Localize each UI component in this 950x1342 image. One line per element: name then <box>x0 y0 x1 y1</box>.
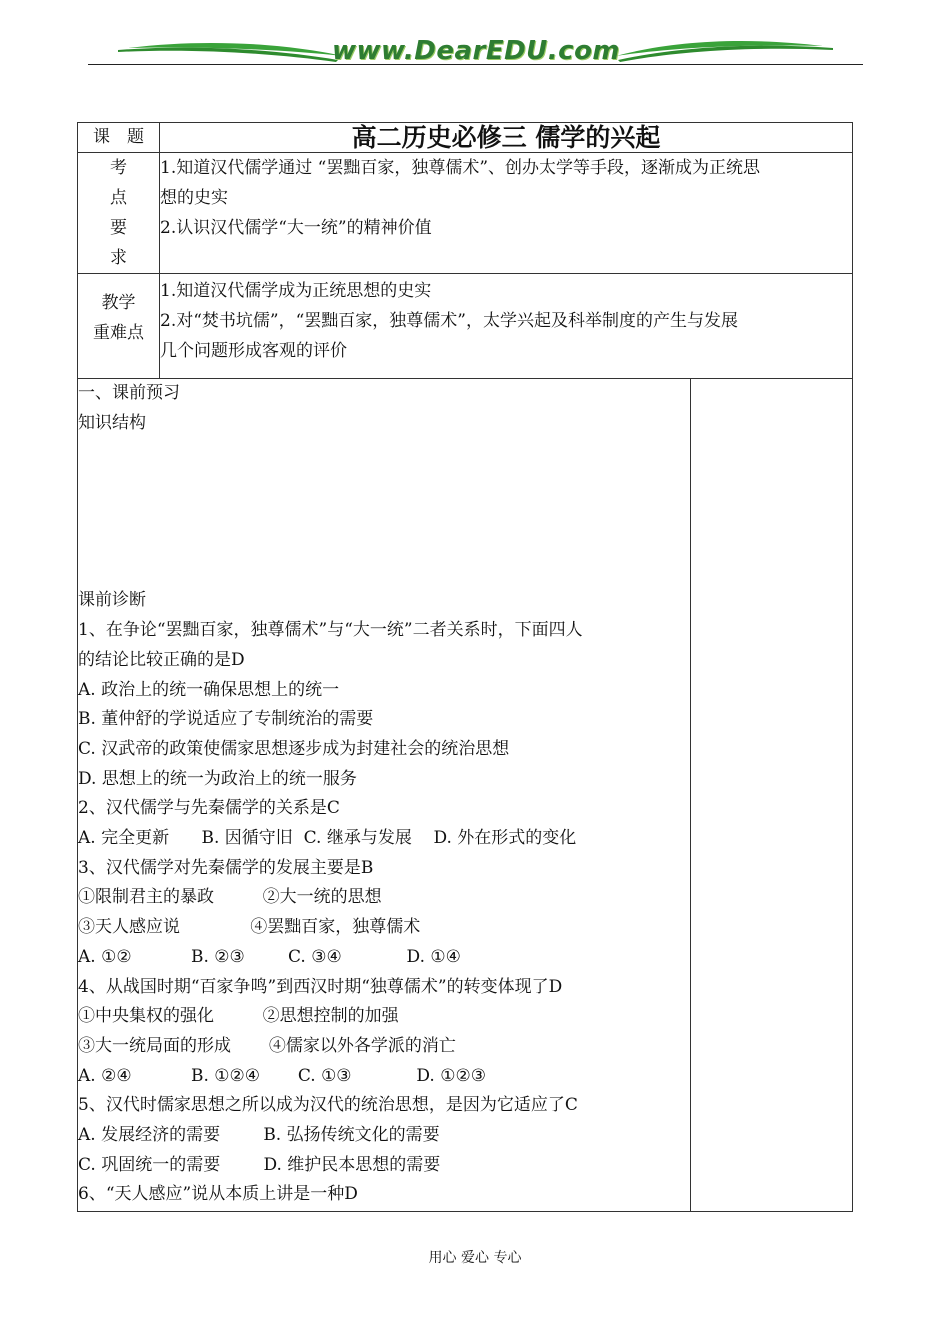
lesson-title: 高二历史必修三 儒学的兴起 <box>160 123 853 153</box>
logo-text: www.DearEDU.com <box>331 36 621 66</box>
keypoints-text: 1.知道汉代儒学成为正统思想的史实 2.对“焚书坑儒”，“罢黜百家，独尊儒术”，太学兴起及科举制度的产生与发展 几个问题形成客观的评价 <box>160 274 853 379</box>
notes-column <box>691 379 853 1212</box>
requirements-row <box>78 153 853 274</box>
question-line: 6、“天人感应”说从本质上讲是一种D <box>78 1184 358 1205</box>
title-row <box>78 123 853 153</box>
question-line: 的结论比较正确的是D <box>78 649 245 670</box>
question-line: B. 董仲舒的学说适应了专制统治的需要 <box>78 709 374 730</box>
question-line: C. 汉武帝的政策使儒家思想逐步成为封建社会的统治思想 <box>78 738 510 759</box>
question-line: ①中央集权的强化 ②思想控制的加强 <box>78 1006 399 1027</box>
question-line: ①限制君主的暴政 ②大一统的思想 <box>78 887 382 908</box>
question-line: ③天人感应说 ④罢黜百家，独尊儒术 <box>78 917 421 938</box>
question-line: A. 政治上的统一确保思想上的统一 <box>78 679 340 700</box>
keypoints-row <box>78 274 853 379</box>
knowledge-heading: 知识结构 <box>78 412 146 433</box>
question-line: 4、从战国时期“百家争鸣”到西汉时期“独尊儒术”的转变体现了D <box>78 976 563 997</box>
content-row <box>78 379 853 1212</box>
question-line: A. 发展经济的需要 B. 弘扬传统文化的需要 <box>78 1125 440 1146</box>
keypoints-label: 教学 重难点 <box>78 274 160 379</box>
content-cell <box>78 379 691 1212</box>
requirements-label: 考 点 要 求 <box>78 153 160 274</box>
question-line: A. 完全更新 B. 因循守旧 C. 继承与发展 D. 外在形式的变化 <box>78 828 577 849</box>
blank-area <box>78 438 690 586</box>
diagnosis-heading: 课前诊断 <box>78 590 146 611</box>
question-line: 1、在争论“罢黜百家，独尊儒术”与“大一统”二者关系时，下面四人 <box>78 620 583 641</box>
question-line: C. 巩固统一的需要 D. 维护民本思想的需要 <box>78 1154 441 1175</box>
footer-text: 用心 爱心 专心 <box>428 1250 522 1266</box>
question-line: A. ②④ B. ①②④ C. ①③ D. ①②③ <box>78 1065 486 1086</box>
question-line: 5、汉代时儒家思想之所以成为汉代的统治思想，是因为它适应了C <box>78 1095 578 1116</box>
requirements-text: 1.知道汉代儒学通过 “罢黜百家，独尊儒术”、创办太学等手段，逐渐成为正统思 想的史实 2.认识汉代儒学“大一统”的精神价值 <box>160 153 853 274</box>
question-line: D. 思想上的统一为政治上的统一服务 <box>78 768 357 789</box>
section-heading: 一、课前预习 <box>78 383 180 403</box>
question-line: 3、汉代儒学对先秦儒学的发展主要是B <box>78 857 374 878</box>
question-line: 2、汉代儒学与先秦儒学的关系是C <box>78 798 340 819</box>
question-line: A. ①② B. ②③ C. ③④ D. ①④ <box>78 946 461 967</box>
title-label: 课 题 <box>78 123 160 153</box>
lesson-table <box>77 122 853 1212</box>
question-line: ③大一统局面的形成 ④儒家以外各学派的消亡 <box>78 1035 456 1056</box>
